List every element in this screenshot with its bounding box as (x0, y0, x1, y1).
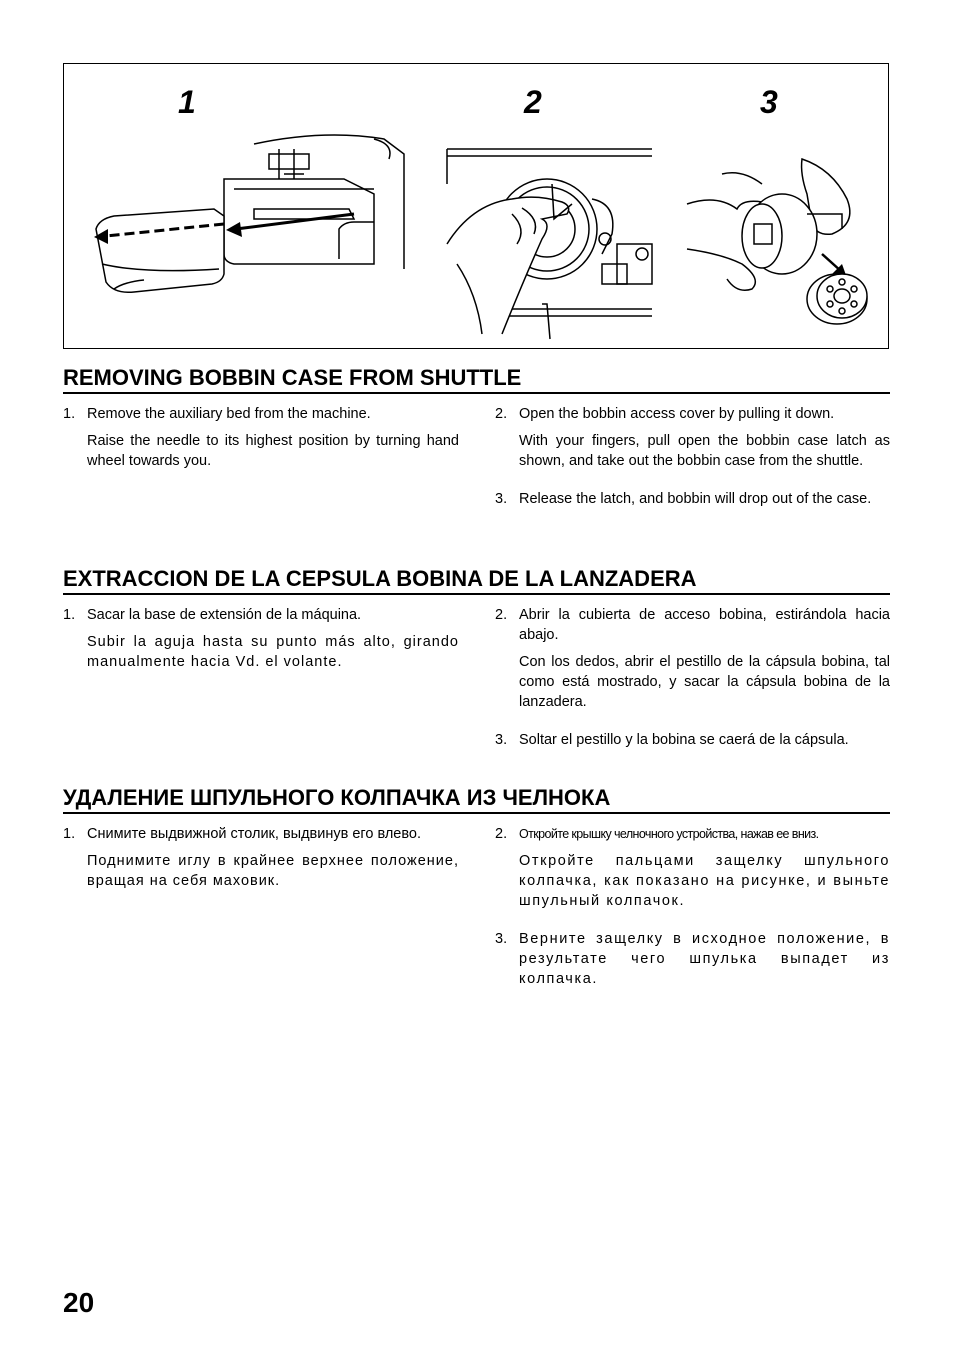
step-number: 3. (495, 931, 508, 947)
step-text: Верните защелку в исходное положение, в результате чего шпулька выпадет из колпачка. (519, 931, 890, 987)
step-text: Soltar el pestillo y la bobina se caerá de la cápsula. (519, 732, 849, 748)
step-label-2: 2 (524, 84, 542, 120)
right-column (495, 824, 890, 989)
right-column (495, 404, 890, 509)
step-item (63, 404, 459, 471)
section-title: EXTRACCION DE LA CEPSULA BOBINA DE LA LANZADERA (63, 566, 890, 595)
left-column (63, 404, 459, 471)
step-number: 3. (495, 732, 508, 748)
remove-auxiliary-bed-illustration (84, 134, 414, 304)
step-text: Снимите выдвижной столик, выдвинув его влево. (87, 826, 421, 842)
step-subtext: Subir la aguja hasta su punto más alto, girando manualmente hacia Vd. el volante. (87, 634, 459, 670)
step-subtext: Con los dedos, abrir el pestillo de la cápsula bobina, tal como está mostrado, y sacar la cápsula bobina de la lanzadera. (519, 654, 890, 710)
step-number: 2. (495, 607, 508, 623)
step-item (495, 404, 890, 471)
step-number: 1. (63, 406, 76, 422)
step-item (495, 929, 890, 989)
step-text: Откройте крышку челночного устройства, нажав ее вниз. (519, 827, 819, 841)
bobbin-drop-illustration (682, 154, 882, 334)
section-spanish (63, 566, 890, 748)
step-label-3: 3 (760, 84, 778, 120)
step-text: Release the latch, and bobbin will drop out of the case. (519, 491, 872, 507)
right-column (495, 605, 890, 750)
section-english (63, 365, 890, 507)
step-subtext: Raise the needle to its highest position by turning hand wheel towards you. (87, 433, 459, 469)
step-text: Remove the auxiliary bed from the machine. (87, 406, 371, 422)
left-column (63, 605, 459, 672)
step-item (495, 605, 890, 712)
section-russian (63, 785, 890, 987)
step-item (495, 489, 890, 509)
illustration-panel (63, 63, 889, 349)
step-subtext: Откройте пальцами защелку шпульного колпачка, как показано на рисунке, и выньте шпульный колпачок. (519, 853, 890, 909)
step-number: 1. (63, 607, 76, 623)
step-text: Sacar la base de extensión de la máquina. (87, 607, 362, 623)
step-number: 2. (495, 406, 508, 422)
left-column (63, 824, 459, 891)
step-subtext: With your fingers, pull open the bobbin case latch as shown, and take out the bobbin case from the shuttle. (519, 433, 890, 469)
step-text: Abrir la cubierta de acceso bobina, estirándola hacia abajo. (519, 607, 890, 643)
step-item (63, 824, 459, 891)
section-title: REMOVING BOBBIN CASE FROM SHUTTLE (63, 365, 890, 394)
open-bobbin-latch-illustration (442, 144, 657, 344)
step-item (495, 824, 890, 911)
step-subtext: Поднимите иглу в крайнее верхнее положение, вращая на себя маховик. (87, 853, 459, 889)
step-text: Open the bobbin access cover by pulling it down. (519, 406, 835, 422)
page-number: 20 (63, 1287, 95, 1318)
step-number: 2. (495, 826, 508, 842)
step-label-1: 1 (178, 84, 196, 120)
step-item (495, 730, 890, 750)
step-item (63, 605, 459, 672)
step-number: 1. (63, 826, 76, 842)
step-number: 3. (495, 491, 508, 507)
section-title: УДАЛЕНИЕ ШПУЛЬНОГО КОЛПАЧКА ИЗ ЧЕЛНОКА (63, 785, 890, 814)
